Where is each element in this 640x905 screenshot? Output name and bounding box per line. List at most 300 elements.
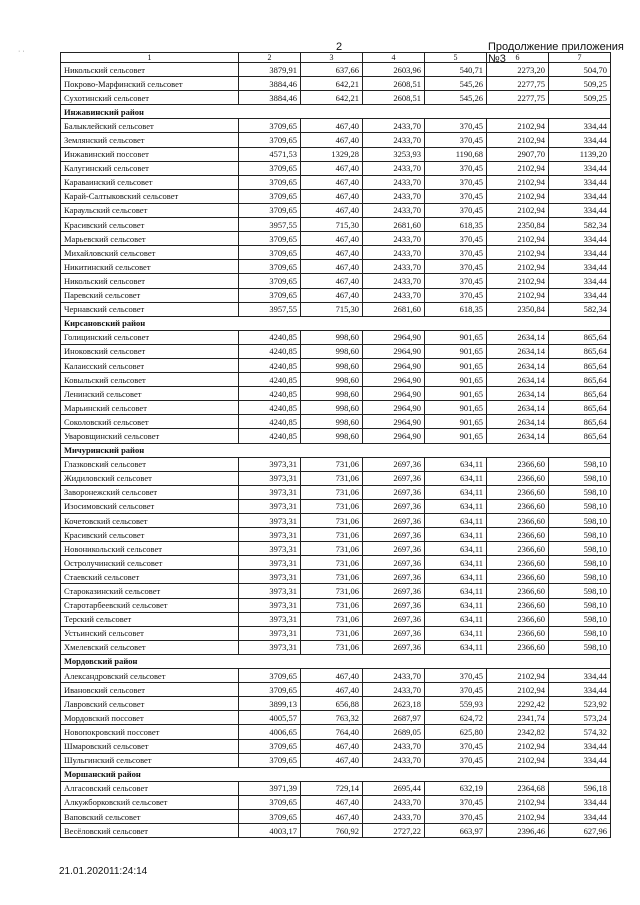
value-cell: 2102,94 bbox=[487, 203, 549, 217]
value-cell: 3973,31 bbox=[239, 598, 301, 612]
value-cell: 2102,94 bbox=[487, 809, 549, 823]
value-cell: 2273,20 bbox=[487, 63, 549, 77]
value-cell: 3709,65 bbox=[239, 683, 301, 697]
value-cell: 3709,65 bbox=[239, 260, 301, 274]
value-cell: 467,40 bbox=[301, 795, 363, 809]
value-cell: 2102,94 bbox=[487, 119, 549, 133]
value-cell: 2907,70 bbox=[487, 147, 549, 161]
value-cell: 467,40 bbox=[301, 133, 363, 147]
settlement-name: Ленинский сельсовет bbox=[61, 387, 239, 401]
value-cell: 2634,14 bbox=[487, 387, 549, 401]
value-cell: 467,40 bbox=[301, 119, 363, 133]
value-cell: 509,25 bbox=[549, 77, 611, 91]
value-cell: 3973,31 bbox=[239, 499, 301, 513]
value-cell: 3709,65 bbox=[239, 246, 301, 260]
value-cell: 2964,90 bbox=[363, 330, 425, 344]
settlement-name: Инжавинский поссовет bbox=[61, 147, 239, 161]
value-cell: 4571,53 bbox=[239, 147, 301, 161]
settlement-name: Изосимовский сельсовет bbox=[61, 499, 239, 513]
column-number: 7 bbox=[549, 53, 611, 63]
value-cell: 2634,14 bbox=[487, 358, 549, 372]
value-cell: 634,11 bbox=[425, 626, 487, 640]
value-cell: 2964,90 bbox=[363, 358, 425, 372]
settlement-name: Устьинский сельсовет bbox=[61, 626, 239, 640]
value-cell: 2608,51 bbox=[363, 77, 425, 91]
value-cell: 334,44 bbox=[549, 739, 611, 753]
value-cell: 865,64 bbox=[549, 415, 611, 429]
value-cell: 467,40 bbox=[301, 739, 363, 753]
value-cell: 642,21 bbox=[301, 77, 363, 91]
table-row bbox=[61, 753, 611, 767]
table-row bbox=[61, 584, 611, 598]
value-cell: 2433,70 bbox=[363, 669, 425, 683]
value-cell: 2433,70 bbox=[363, 161, 425, 175]
value-cell: 731,06 bbox=[301, 542, 363, 556]
value-cell: 598,10 bbox=[549, 485, 611, 499]
value-cell: 3973,31 bbox=[239, 485, 301, 499]
settlement-name: Никольский сельсовет bbox=[61, 274, 239, 288]
value-cell: 627,96 bbox=[549, 824, 611, 838]
value-cell: 2433,70 bbox=[363, 809, 425, 823]
table-row bbox=[61, 471, 611, 485]
value-cell: 574,32 bbox=[549, 725, 611, 739]
settlement-name: Никитинский сельсовет bbox=[61, 260, 239, 274]
value-cell: 467,40 bbox=[301, 669, 363, 683]
value-cell: 2433,70 bbox=[363, 246, 425, 260]
value-cell: 2366,60 bbox=[487, 542, 549, 556]
value-cell: 865,64 bbox=[549, 373, 611, 387]
table-row bbox=[61, 161, 611, 175]
column-number: 3 bbox=[301, 53, 363, 63]
value-cell: 3973,31 bbox=[239, 556, 301, 570]
print-timestamp: 21.01.202011:24:14 bbox=[59, 866, 148, 877]
value-cell: 2681,60 bbox=[363, 218, 425, 232]
value-cell: 634,11 bbox=[425, 598, 487, 612]
value-cell: 865,64 bbox=[549, 358, 611, 372]
value-cell: 467,40 bbox=[301, 161, 363, 175]
value-cell: 3973,31 bbox=[239, 570, 301, 584]
settlement-name: Уваровщинский сельсовет bbox=[61, 429, 239, 443]
value-cell: 2102,94 bbox=[487, 274, 549, 288]
table-row bbox=[61, 260, 611, 274]
value-cell: 2433,70 bbox=[363, 203, 425, 217]
settlement-name: Кочетовский сельсовет bbox=[61, 514, 239, 528]
value-cell: 2689,05 bbox=[363, 725, 425, 739]
value-cell: 334,44 bbox=[549, 203, 611, 217]
column-number: 1 bbox=[61, 53, 239, 63]
value-cell: 2102,94 bbox=[487, 189, 549, 203]
table-row bbox=[61, 795, 611, 809]
district-name: Инжавинский район bbox=[61, 105, 611, 119]
value-cell: 370,45 bbox=[425, 274, 487, 288]
value-cell: 2964,90 bbox=[363, 387, 425, 401]
value-cell: 2697,36 bbox=[363, 612, 425, 626]
settlement-name: Сухотинский сельсовет bbox=[61, 91, 239, 105]
value-cell: 2366,60 bbox=[487, 471, 549, 485]
value-cell: 2964,90 bbox=[363, 429, 425, 443]
value-cell: 2623,18 bbox=[363, 697, 425, 711]
table-row bbox=[61, 711, 611, 725]
settlement-name: Марьинский сельсовет bbox=[61, 401, 239, 415]
settlement-name: Остролучинский сельсовет bbox=[61, 556, 239, 570]
district-row bbox=[61, 654, 611, 668]
value-cell: 731,06 bbox=[301, 640, 363, 654]
settlement-name: Покрово-Марфинский сельсовет bbox=[61, 77, 239, 91]
settlement-name: Шульгинский сельсовет bbox=[61, 753, 239, 767]
value-cell: 598,10 bbox=[549, 542, 611, 556]
value-cell: 3709,65 bbox=[239, 753, 301, 767]
value-cell: 598,10 bbox=[549, 584, 611, 598]
value-cell: 731,06 bbox=[301, 556, 363, 570]
settlement-name: Чернавский сельсовет bbox=[61, 302, 239, 316]
value-cell: 2964,90 bbox=[363, 401, 425, 415]
value-cell: 334,44 bbox=[549, 161, 611, 175]
value-cell: 618,35 bbox=[425, 218, 487, 232]
settlement-name: Паревский сельсовет bbox=[61, 288, 239, 302]
value-cell: 2102,94 bbox=[487, 288, 549, 302]
table-row bbox=[61, 232, 611, 246]
value-cell: 2342,82 bbox=[487, 725, 549, 739]
value-cell: 2366,60 bbox=[487, 556, 549, 570]
table-row bbox=[61, 203, 611, 217]
value-cell: 4240,85 bbox=[239, 415, 301, 429]
value-cell: 3973,31 bbox=[239, 584, 301, 598]
table-row bbox=[61, 669, 611, 683]
value-cell: 760,92 bbox=[301, 824, 363, 838]
value-cell: 731,06 bbox=[301, 612, 363, 626]
value-cell: 3884,46 bbox=[239, 91, 301, 105]
value-cell: 2634,14 bbox=[487, 429, 549, 443]
value-cell: 618,35 bbox=[425, 302, 487, 316]
settlement-name: Александровский сельсовет bbox=[61, 669, 239, 683]
settlement-name: Жидиловский сельсовет bbox=[61, 471, 239, 485]
value-cell: 2277,75 bbox=[487, 77, 549, 91]
settlement-name: Балыклейский сельсовет bbox=[61, 119, 239, 133]
value-cell: 370,45 bbox=[425, 288, 487, 302]
value-cell: 4240,85 bbox=[239, 401, 301, 415]
value-cell: 2697,36 bbox=[363, 570, 425, 584]
value-cell: 998,60 bbox=[301, 358, 363, 372]
value-cell: 4240,85 bbox=[239, 429, 301, 443]
value-cell: 729,14 bbox=[301, 781, 363, 795]
value-cell: 2697,36 bbox=[363, 514, 425, 528]
table-row bbox=[61, 598, 611, 612]
settlement-name: Карай-Салтыковский сельсовет bbox=[61, 189, 239, 203]
value-cell: 3973,31 bbox=[239, 626, 301, 640]
value-cell: 2350,84 bbox=[487, 218, 549, 232]
value-cell: 663,97 bbox=[425, 824, 487, 838]
value-cell: 598,10 bbox=[549, 457, 611, 471]
value-cell: 2634,14 bbox=[487, 415, 549, 429]
settlement-name: Калугинский сельсовет bbox=[61, 161, 239, 175]
value-cell: 2697,36 bbox=[363, 542, 425, 556]
settlement-name: Никольский сельсовет bbox=[61, 63, 239, 77]
table-row bbox=[61, 683, 611, 697]
column-number: 2 bbox=[239, 53, 301, 63]
value-cell: 2687,97 bbox=[363, 711, 425, 725]
value-cell: 2102,94 bbox=[487, 739, 549, 753]
value-cell: 731,06 bbox=[301, 598, 363, 612]
value-cell: 2366,60 bbox=[487, 457, 549, 471]
value-cell: 3709,65 bbox=[239, 161, 301, 175]
settlement-name: Заворонежский сельсовет bbox=[61, 485, 239, 499]
value-cell: 582,34 bbox=[549, 302, 611, 316]
value-cell: 998,60 bbox=[301, 429, 363, 443]
value-cell: 3973,31 bbox=[239, 457, 301, 471]
settlement-name: Шмаровский сельсовет bbox=[61, 739, 239, 753]
value-cell: 334,44 bbox=[549, 232, 611, 246]
value-cell: 2697,36 bbox=[363, 598, 425, 612]
value-cell: 3253,93 bbox=[363, 147, 425, 161]
value-cell: 901,65 bbox=[425, 344, 487, 358]
value-cell: 467,40 bbox=[301, 175, 363, 189]
value-cell: 2433,70 bbox=[363, 260, 425, 274]
value-cell: 901,65 bbox=[425, 358, 487, 372]
value-cell: 334,44 bbox=[549, 809, 611, 823]
table-row bbox=[61, 302, 611, 316]
value-cell: 2433,70 bbox=[363, 274, 425, 288]
settlement-name: Алкужборковский сельсовет bbox=[61, 795, 239, 809]
value-cell: 2102,94 bbox=[487, 246, 549, 260]
table-row bbox=[61, 485, 611, 499]
appendix-table bbox=[60, 52, 611, 838]
value-cell: 370,45 bbox=[425, 669, 487, 683]
value-cell: 3973,31 bbox=[239, 514, 301, 528]
value-cell: 2433,70 bbox=[363, 753, 425, 767]
value-cell: 3973,31 bbox=[239, 528, 301, 542]
value-cell: 2697,36 bbox=[363, 528, 425, 542]
table-row bbox=[61, 274, 611, 288]
settlement-name: Караваинский сельсовет bbox=[61, 175, 239, 189]
value-cell: 370,45 bbox=[425, 232, 487, 246]
value-cell: 764,40 bbox=[301, 725, 363, 739]
table-row bbox=[61, 330, 611, 344]
table-row bbox=[61, 528, 611, 542]
value-cell: 2102,94 bbox=[487, 669, 549, 683]
value-cell: 2964,90 bbox=[363, 373, 425, 387]
value-cell: 2697,36 bbox=[363, 471, 425, 485]
value-cell: 998,60 bbox=[301, 373, 363, 387]
value-cell: 467,40 bbox=[301, 203, 363, 217]
value-cell: 2102,94 bbox=[487, 161, 549, 175]
table-row bbox=[61, 697, 611, 711]
table-row bbox=[61, 640, 611, 654]
settlement-name: Марьевский сельсовет bbox=[61, 232, 239, 246]
value-cell: 4005,57 bbox=[239, 711, 301, 725]
district-row bbox=[61, 767, 611, 781]
value-cell: 598,10 bbox=[549, 556, 611, 570]
value-cell: 467,40 bbox=[301, 288, 363, 302]
table-row bbox=[61, 189, 611, 203]
value-cell: 625,80 bbox=[425, 725, 487, 739]
value-cell: 731,06 bbox=[301, 485, 363, 499]
value-cell: 4240,85 bbox=[239, 358, 301, 372]
value-cell: 4240,85 bbox=[239, 344, 301, 358]
value-cell: 598,10 bbox=[549, 471, 611, 485]
value-cell: 2102,94 bbox=[487, 683, 549, 697]
value-cell: 2366,60 bbox=[487, 570, 549, 584]
value-cell: 731,06 bbox=[301, 471, 363, 485]
page-number: 2 bbox=[336, 41, 343, 53]
value-cell: 2433,70 bbox=[363, 189, 425, 203]
settlement-name: Караульский сельсовет bbox=[61, 203, 239, 217]
table-row bbox=[61, 781, 611, 795]
value-cell: 632,19 bbox=[425, 781, 487, 795]
table-row bbox=[61, 401, 611, 415]
value-cell: 731,06 bbox=[301, 457, 363, 471]
table-row bbox=[61, 626, 611, 640]
value-cell: 901,65 bbox=[425, 401, 487, 415]
settlement-name: Алгасовский сельсовет bbox=[61, 781, 239, 795]
settlement-name: Голицинский сельсовет bbox=[61, 330, 239, 344]
value-cell: 3709,65 bbox=[239, 274, 301, 288]
value-cell: 634,11 bbox=[425, 570, 487, 584]
value-cell: 642,21 bbox=[301, 91, 363, 105]
value-cell: 3709,65 bbox=[239, 669, 301, 683]
value-cell: 370,45 bbox=[425, 203, 487, 217]
value-cell: 598,10 bbox=[549, 570, 611, 584]
value-cell: 2727,22 bbox=[363, 824, 425, 838]
district-row bbox=[61, 443, 611, 457]
settlement-name: Красивский сельсовет bbox=[61, 528, 239, 542]
value-cell: 763,32 bbox=[301, 711, 363, 725]
value-cell: 370,45 bbox=[425, 175, 487, 189]
value-cell: 4240,85 bbox=[239, 373, 301, 387]
value-cell: 467,40 bbox=[301, 753, 363, 767]
settlement-name: Соколовский сельсовет bbox=[61, 415, 239, 429]
table-row bbox=[61, 739, 611, 753]
value-cell: 2102,94 bbox=[487, 260, 549, 274]
table-row bbox=[61, 429, 611, 443]
value-cell: 4003,17 bbox=[239, 824, 301, 838]
value-cell: 901,65 bbox=[425, 415, 487, 429]
value-cell: 334,44 bbox=[549, 683, 611, 697]
value-cell: 637,66 bbox=[301, 63, 363, 77]
value-cell: 334,44 bbox=[549, 753, 611, 767]
value-cell: 3879,91 bbox=[239, 63, 301, 77]
value-cell: 4240,85 bbox=[239, 387, 301, 401]
value-cell: 634,11 bbox=[425, 640, 487, 654]
settlement-name: Михайловский сельсовет bbox=[61, 246, 239, 260]
value-cell: 598,10 bbox=[549, 528, 611, 542]
value-cell: 598,10 bbox=[549, 514, 611, 528]
value-cell: 467,40 bbox=[301, 683, 363, 697]
value-cell: 634,11 bbox=[425, 485, 487, 499]
value-cell: 2697,36 bbox=[363, 499, 425, 513]
value-cell: 3709,65 bbox=[239, 189, 301, 203]
value-cell: 1329,28 bbox=[301, 147, 363, 161]
value-cell: 467,40 bbox=[301, 260, 363, 274]
settlement-name: Весёловский сельсовет bbox=[61, 824, 239, 838]
value-cell: 370,45 bbox=[425, 795, 487, 809]
value-cell: 2433,70 bbox=[363, 133, 425, 147]
value-cell: 2697,36 bbox=[363, 485, 425, 499]
value-cell: 1190,68 bbox=[425, 147, 487, 161]
settlement-name: Ковыльский сельсовет bbox=[61, 373, 239, 387]
value-cell: 2608,51 bbox=[363, 91, 425, 105]
value-cell: 634,11 bbox=[425, 514, 487, 528]
table-row bbox=[61, 514, 611, 528]
value-cell: 2603,96 bbox=[363, 63, 425, 77]
value-cell: 2102,94 bbox=[487, 175, 549, 189]
value-cell: 3971,39 bbox=[239, 781, 301, 795]
value-cell: 2964,90 bbox=[363, 344, 425, 358]
value-cell: 3709,65 bbox=[239, 795, 301, 809]
value-cell: 901,65 bbox=[425, 373, 487, 387]
value-cell: 634,11 bbox=[425, 457, 487, 471]
value-cell: 2697,36 bbox=[363, 584, 425, 598]
value-cell: 523,92 bbox=[549, 697, 611, 711]
settlement-name: Ивановский сельсовет bbox=[61, 683, 239, 697]
district-row bbox=[61, 105, 611, 119]
value-cell: 370,45 bbox=[425, 809, 487, 823]
value-cell: 3884,46 bbox=[239, 77, 301, 91]
value-cell: 865,64 bbox=[549, 387, 611, 401]
table-row bbox=[61, 246, 611, 260]
district-name: Мичуринский район bbox=[61, 443, 611, 457]
value-cell: 731,06 bbox=[301, 499, 363, 513]
value-cell: 3709,65 bbox=[239, 232, 301, 246]
value-cell: 598,10 bbox=[549, 626, 611, 640]
value-cell: 731,06 bbox=[301, 584, 363, 598]
value-cell: 2366,60 bbox=[487, 640, 549, 654]
value-cell: 1139,20 bbox=[549, 147, 611, 161]
value-cell: 3973,31 bbox=[239, 542, 301, 556]
value-cell: 2433,70 bbox=[363, 232, 425, 246]
district-name: Кирсановский район bbox=[61, 316, 611, 330]
value-cell: 334,44 bbox=[549, 246, 611, 260]
value-cell: 998,60 bbox=[301, 415, 363, 429]
value-cell: 901,65 bbox=[425, 330, 487, 344]
value-cell: 3709,65 bbox=[239, 175, 301, 189]
table-row bbox=[61, 457, 611, 471]
value-cell: 2102,94 bbox=[487, 133, 549, 147]
value-cell: 2366,60 bbox=[487, 626, 549, 640]
value-cell: 2366,60 bbox=[487, 485, 549, 499]
value-cell: 2433,70 bbox=[363, 739, 425, 753]
table-row bbox=[61, 499, 611, 513]
table-row bbox=[61, 612, 611, 626]
value-cell: 634,11 bbox=[425, 584, 487, 598]
value-cell: 2292,42 bbox=[487, 697, 549, 711]
value-cell: 370,45 bbox=[425, 260, 487, 274]
value-cell: 2102,94 bbox=[487, 753, 549, 767]
settlement-name: Ваповский сельсовет bbox=[61, 809, 239, 823]
value-cell: 4006,65 bbox=[239, 725, 301, 739]
value-cell: 467,40 bbox=[301, 274, 363, 288]
column-number: 6 bbox=[487, 53, 549, 63]
value-cell: 2364,68 bbox=[487, 781, 549, 795]
value-cell: 2366,60 bbox=[487, 528, 549, 542]
value-cell: 2634,14 bbox=[487, 330, 549, 344]
value-cell: 582,34 bbox=[549, 218, 611, 232]
table-row bbox=[61, 387, 611, 401]
value-cell: 731,06 bbox=[301, 626, 363, 640]
value-cell: 3709,65 bbox=[239, 119, 301, 133]
value-cell: 865,64 bbox=[549, 330, 611, 344]
value-cell: 634,11 bbox=[425, 612, 487, 626]
settlement-name: Мордовский поссовет bbox=[61, 711, 239, 725]
value-cell: 334,44 bbox=[549, 274, 611, 288]
table-body bbox=[61, 53, 611, 838]
settlement-name: Новопокровский поссовет bbox=[61, 725, 239, 739]
value-cell: 334,44 bbox=[549, 260, 611, 274]
value-cell: 334,44 bbox=[549, 175, 611, 189]
value-cell: 2366,60 bbox=[487, 612, 549, 626]
value-cell: 634,11 bbox=[425, 528, 487, 542]
table-row bbox=[61, 725, 611, 739]
value-cell: 504,70 bbox=[549, 63, 611, 77]
